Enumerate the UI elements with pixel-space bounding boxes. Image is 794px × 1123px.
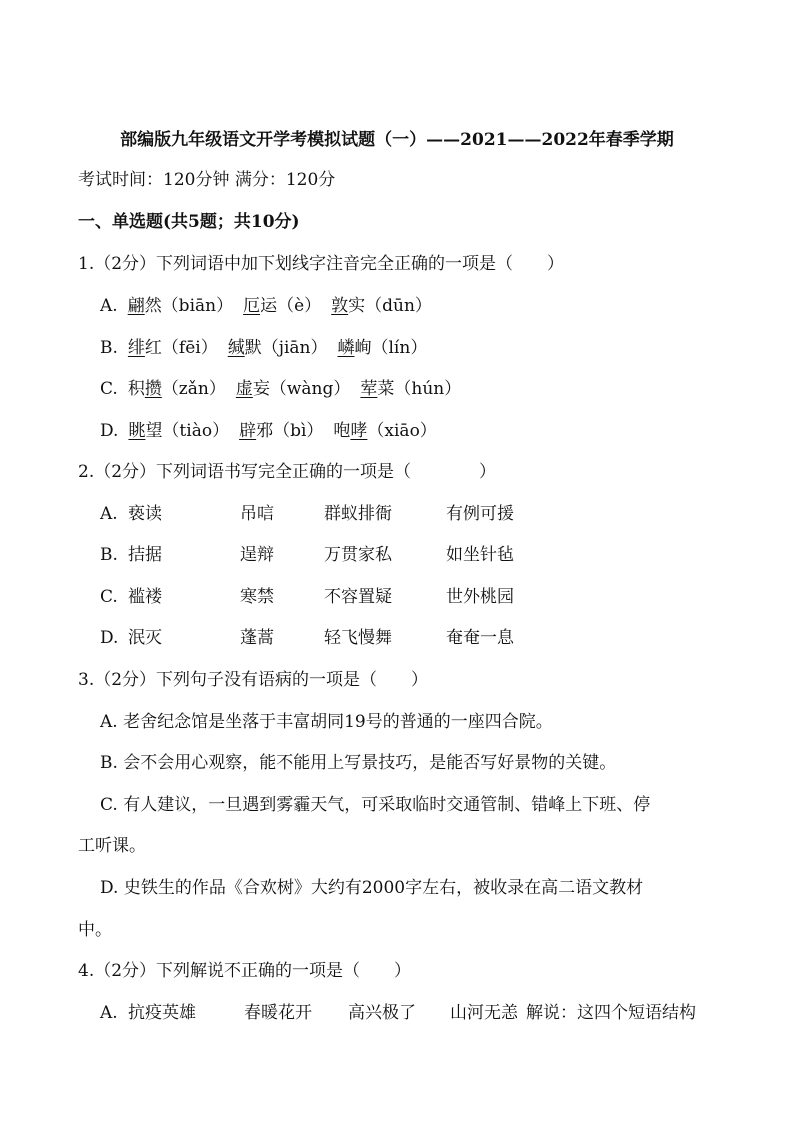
underlined-char: 缄 [227, 338, 245, 358]
question-1-option-b [100, 336, 427, 360]
option-word: 春暖花开 [244, 1003, 312, 1023]
option-word: 山河无恙 [450, 1003, 518, 1023]
option-word: 世外桃园 [446, 587, 514, 607]
option-word: 蓬蒿 [240, 628, 274, 648]
question-1-option-d [100, 419, 437, 443]
question-2-option-c [100, 585, 566, 609]
question-1-option-a [100, 294, 432, 318]
option-label: C. [100, 379, 118, 399]
option-label: B. [100, 545, 118, 565]
underlined-char: 敦 [331, 296, 349, 316]
question-2-option-a [100, 502, 566, 526]
option-word: 有例可援 [446, 504, 514, 524]
option-word: 褴褛 [128, 587, 162, 607]
question-3-stem: 3.（2分）下列句子没有语病的一项是（ ） [78, 670, 429, 690]
question-3-option-c-continued: 工听课。 [78, 836, 146, 856]
question-2-option-d [100, 626, 566, 650]
underlined-char: 虚 [235, 379, 253, 399]
option-text: （xiāo） [367, 421, 437, 441]
option-word: 亵读 [128, 504, 162, 524]
option-text: 红（fēi） [144, 338, 218, 358]
option-word: 如坐针毡 [446, 545, 514, 565]
question-1-stem: 1.（2分）下列词语中加下划线字注音完全正确的一项是（ ） [78, 254, 565, 274]
underlined-char: 哮 [350, 421, 368, 441]
option-label: B. [100, 338, 118, 358]
option-text: 咆 [333, 421, 351, 441]
question-3-option-d-continued: 中。 [78, 920, 112, 940]
option-text: （zǎn） [161, 379, 226, 399]
option-text: 运（è） [260, 296, 322, 316]
option-text: 默（jiān） [244, 338, 328, 358]
question-2-option-b [100, 543, 566, 567]
question-3-option-b: B. 会不会用心观察，能不能用上写景技巧，是能否写好景物的关键。 [100, 753, 617, 773]
question-4-option-a [100, 1001, 696, 1025]
page-title: 部编版九年级语文开学考模拟试题（一）——2021——2022年春季学期 [120, 130, 674, 150]
question-3-option-a: A. 老舍纪念馆是坐落于丰富胡同19号的普通的一座四合院。 [100, 712, 553, 732]
option-word: 高兴极了 [348, 1003, 416, 1023]
option-word: 吊唁 [240, 504, 274, 524]
question-4-stem: 4.（2分）下列解说不正确的一项是（ ） [78, 961, 412, 981]
option-word: 拮据 [128, 545, 162, 565]
option-word: 泯灭 [128, 628, 162, 648]
option-label: D. [100, 628, 119, 648]
option-word: 抗疫英雄 [128, 1003, 196, 1023]
option-word: 寒禁 [240, 587, 274, 607]
option-word: 万贯家私 [324, 545, 392, 565]
option-text: 妄（wàng） [252, 379, 351, 399]
underlined-char: 荤 [360, 379, 378, 399]
option-label: A. [100, 296, 118, 316]
option-text: 望（tiào） [145, 421, 230, 441]
underlined-char: 翩 [127, 296, 145, 316]
option-text: 然（biān） [144, 296, 234, 316]
option-word: 群蚁排衙 [324, 504, 392, 524]
underlined-char: 眺 [128, 421, 146, 441]
option-word: 轻飞慢舞 [324, 628, 392, 648]
option-word: 奄奄一息 [446, 628, 514, 648]
underlined-char: 厄 [243, 296, 261, 316]
question-2-stem: 2.（2分）下列词语书写完全正确的一项是（ ） [78, 462, 497, 482]
section-heading: 一、单选题(共5题；共10分) [78, 212, 300, 232]
option-text: 菜（hún） [377, 379, 462, 399]
underlined-char: 嶙 [337, 338, 355, 358]
option-word: 不容置疑 [324, 587, 392, 607]
underlined-char: 攒 [144, 379, 162, 399]
option-label: A. [100, 1003, 118, 1023]
question-3-option-d: D. 史铁生的作品《合欢树》大约有2000字左右，被收录在高二语文教材 [100, 878, 644, 898]
option-explanation: 解说：这四个短语结构 [526, 1003, 696, 1023]
exam-info: 考试时间：120分钟 满分：120分 [78, 170, 336, 190]
option-label: A. [100, 504, 118, 524]
option-word: 逞辩 [240, 545, 274, 565]
option-text: 邪（bì） [256, 421, 324, 441]
option-label: D. [100, 421, 119, 441]
question-3-option-c: C. 有人建议，一旦遇到雾霾天气，可采取临时交通管制、错峰上下班、停 [100, 795, 651, 815]
question-1-option-c [100, 377, 461, 401]
option-text: 积 [127, 379, 145, 399]
underlined-char: 绯 [127, 338, 145, 358]
underlined-char: 辟 [239, 421, 257, 441]
option-text: 实（dūn） [348, 296, 432, 316]
option-label: C. [100, 587, 118, 607]
option-text: 峋（lín） [354, 338, 428, 358]
